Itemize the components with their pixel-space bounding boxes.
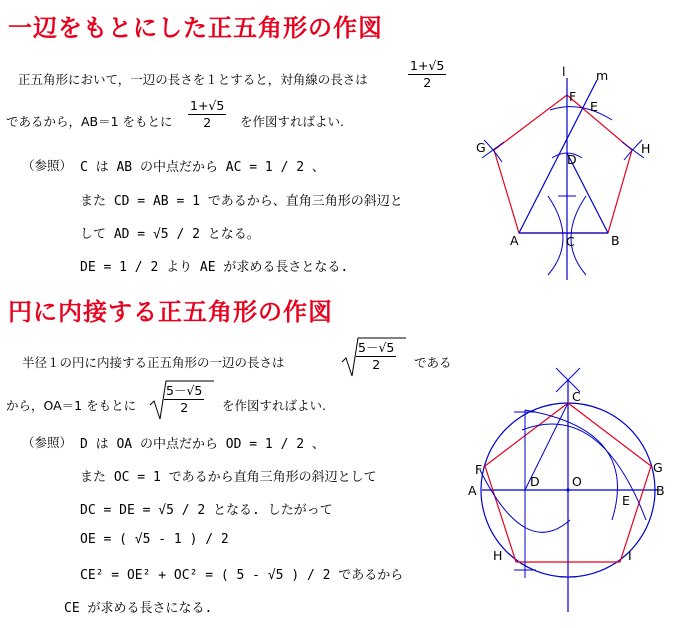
center-point	[566, 488, 569, 491]
line-m	[519, 80, 597, 233]
root1-numerator: 5－√5	[358, 340, 395, 355]
section1-frac1	[408, 58, 446, 91]
section2-intro-line2a: から，OA＝1 をもとに	[6, 398, 137, 413]
section1-ref3: して AD = √5 / 2 となる。	[80, 227, 260, 242]
label-F2: F	[475, 462, 483, 477]
section2-ref2: また OC = 1 であるから直角三角形の斜辺として	[80, 470, 377, 485]
frac2-denominator: 2	[203, 115, 212, 130]
label-m: m	[596, 68, 609, 83]
section2-ref-label: （参照）	[22, 435, 73, 450]
label-O2: O	[572, 474, 582, 489]
section2-ref5: CE² = OE² + OC² = ( 5 - √5 ) / 2 であるから	[80, 568, 404, 583]
root2-denominator: 2	[180, 400, 189, 415]
section2-intro-line2b: を作図すればよい.	[222, 398, 326, 413]
section2-ref4: OE = ( √5 - 1 ) / 2	[80, 532, 229, 547]
section2-ref6: CE が求める長さになる.	[64, 601, 213, 616]
section2-ref3: DC = DE = √5 / 2 となる. したがって	[80, 503, 333, 518]
section1-intro-line1: 正五角形において，一辺の長さを１とすると，対角線の長さは	[18, 72, 368, 87]
section2-ref1: D は OA の中点だから OD = 1 / 2 、	[80, 437, 325, 452]
pentagon1-outline	[494, 95, 632, 233]
label-F: F	[569, 89, 577, 104]
label-A: A	[510, 233, 519, 248]
section1-ref2: また CD = AB = 1 であるから、直角三角形の斜辺と	[80, 194, 403, 209]
section1-ref4: DE = 1 / 2 より AE が求める長さとなる.	[80, 260, 349, 275]
label-H2: H	[493, 548, 503, 563]
frac1-numerator: 1+√5	[410, 58, 445, 73]
arc-fe	[550, 107, 612, 120]
section2-root2-frac	[164, 383, 204, 416]
pentagon-from-side-diagram	[470, 60, 670, 290]
arc-left	[548, 196, 563, 275]
section1-intro-line2a: であるから，AB＝1 をもとに	[6, 114, 173, 129]
label-C: C	[566, 234, 575, 249]
label-B: B	[611, 233, 620, 248]
label-H: H	[641, 141, 651, 156]
section2-root1-frac	[356, 340, 396, 373]
section1-ref1: C は AB の中点だから AC = 1 / 2 、	[80, 160, 325, 175]
label-B2: B	[656, 483, 665, 498]
label-G2: G	[653, 460, 663, 475]
label-C2: C	[572, 389, 581, 404]
section1-ref-label: （参照）	[22, 158, 73, 173]
frac2-numerator: 1+√5	[190, 98, 225, 113]
label-A2: A	[468, 483, 477, 498]
section1-intro-line2b: を作図すればよい.	[240, 114, 344, 129]
label-G: G	[476, 140, 486, 155]
section2-title: 円に内接する正五角形の作図	[8, 298, 333, 326]
section1-title: 一辺をもとにした正五角形の作図	[8, 14, 383, 42]
label-E: E	[590, 99, 598, 114]
label-D: D	[567, 152, 577, 167]
label-E2: E	[622, 493, 630, 508]
label-I2: I	[628, 548, 632, 563]
section2-intro-line1b: である	[414, 355, 452, 370]
inscribed-pentagon-diagram	[462, 360, 672, 622]
label-D2: D	[530, 474, 540, 489]
root2-numerator: 5－√5	[166, 383, 203, 398]
arc-g	[484, 140, 502, 162]
frac1-denominator: 2	[423, 75, 432, 90]
root1-denominator: 2	[372, 357, 381, 372]
label-l: l	[562, 64, 566, 79]
section1-frac2	[188, 98, 226, 131]
section2-intro-line1a: 半径１の円に内接する正五角形の一辺の長さは	[22, 355, 285, 370]
